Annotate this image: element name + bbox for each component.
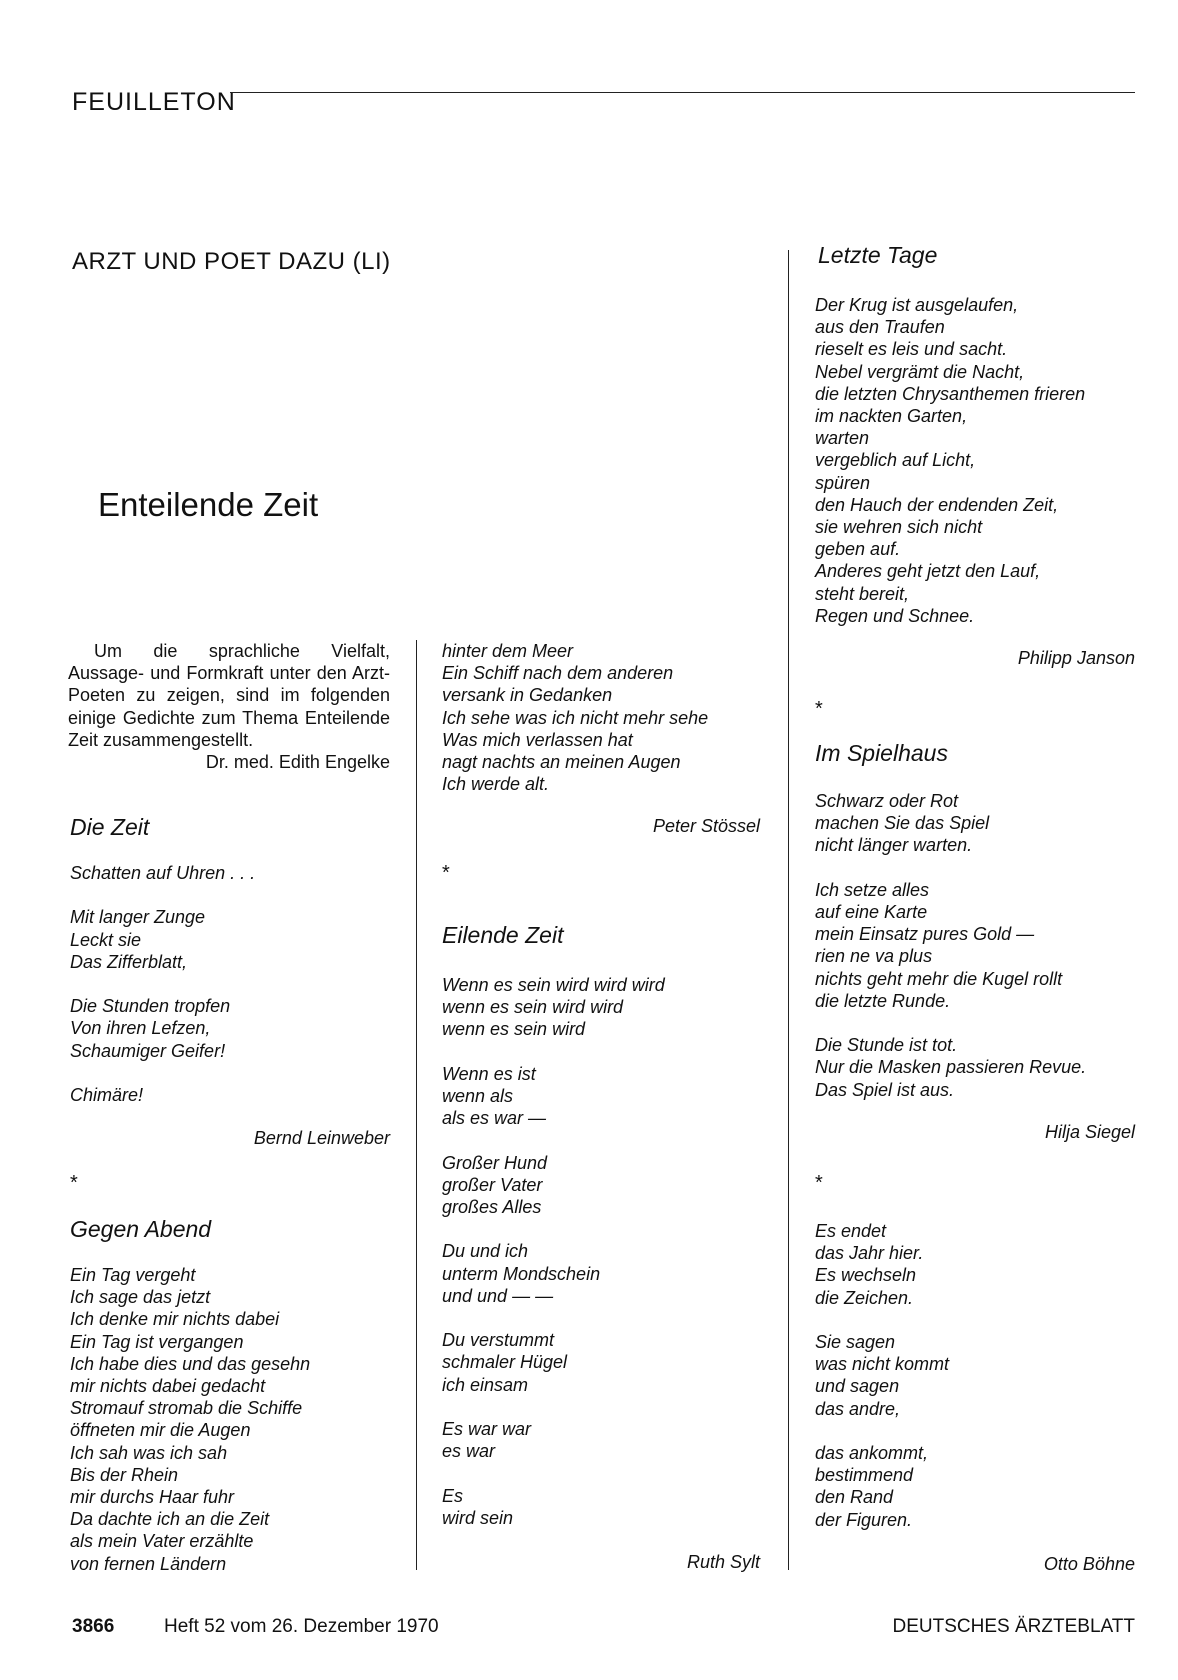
column-divider-right — [788, 250, 789, 1570]
poem-title-gegen-abend: Gegen Abend — [70, 1216, 212, 1242]
header-rule — [230, 92, 1135, 93]
author-gegen-abend: Peter Stössel — [652, 816, 760, 836]
page-number: 3866 — [72, 1616, 115, 1637]
intro-editor: Dr. med. Edith Engelke — [205, 752, 390, 773]
intro-block — [68, 640, 390, 773]
poem-text-es-endet: Es endet das Jahr hier. Es wechseln die Zeichen. Sie sagen was nicht kommt und sagen das andre, das ankommt, bestimmend den Rand der Figuren. — [815, 1221, 950, 1530]
poem-text-gegen-abend: Ein Tag vergeht Ich sage das jetzt Ich denke mir nichts dabei Ein Tag ist vergangen Ich habe dies und das gesehn mir nichts dabei gedacht Stromauf stromab die Schiffe öffneten mir die Augen Ich sah was ich sah Bis der Rhein mir durchs Haar fuhr Da dachte ich an die Zeit als mein Vater erzählte von fernen Ländern — [70, 1265, 311, 1574]
poem-text-gegen-abend-continued: hinter dem Meer Ein Schiff nach dem anderen versank in Gedanken Ich sehe was ich nicht mehr sehe Was mich verlassen hat nagt nachts an meinen Augen Ich werde alt. — [442, 641, 709, 795]
section-label: FEUILLETON — [72, 88, 236, 116]
author-im-spielhaus: Hilja Siegel — [1044, 1122, 1135, 1142]
separator-star: * — [70, 1172, 78, 1194]
separator-star: * — [815, 698, 823, 720]
issue-info: Heft 52 vom 26. Dezember 1970 — [164, 1616, 439, 1637]
separator-star: * — [815, 1172, 823, 1194]
poem-text-letzte-tage: Der Krug ist ausgelaufen, aus den Traufen rieselt es leis und sacht. Nebel vergrämt die Nacht, die letzten Chrysanthemen frieren im nackten Garten, warten vergeblich auf Licht, spüren den Hauch der endenden Zeit, sie wehren sich nicht geben auf. Anderes geht jetzt den Lauf, steht bereit, Regen und Schnee. — [815, 295, 1086, 626]
author-letzte-tage: Philipp Janson — [1017, 648, 1135, 668]
poem-text-im-spielhaus: Schwarz oder Rot machen Sie das Spiel nicht länger warten. Ich setze alles auf eine Karte mein Einsatz pures Gold — rien ne va plus nichts geht mehr die Kugel rollt die letzte Runde. Die Stunde ist tot. Nur die Masken passieren Revue. Das Spiel ist aus. — [815, 791, 1087, 1100]
poem-text-die-zeit: Schatten auf Uhren . . . Mit langer Zunge Leckt sie Das Zifferblatt, Die Stunden tropfen Von ihren Lefzen, Schaumiger Geifer! Chimäre! — [70, 863, 256, 1106]
author-es-endet: Otto Böhne — [1043, 1554, 1135, 1574]
publication-name: DEUTSCHES ÄRZTEBLATT — [892, 1616, 1135, 1637]
separator-star: * — [442, 862, 450, 884]
poem-text-eilende-zeit: Wenn es sein wird wird wird wenn es sein wird wird wenn es sein wird Wenn es ist wenn als als es war — Großer Hund großer Vater großes Alles Du und ich unterm Mondschein und und — — Du verstummt schmaler Hügel ich einsam Es war war es war Es wird sein — [442, 975, 665, 1528]
poem-title-die-zeit: Die Zeit — [70, 814, 150, 840]
poem-title-letzte-tage: Letzte Tage — [818, 242, 938, 268]
poem-title-im-spielhaus: Im Spielhaus — [815, 740, 948, 766]
series-title: ARZT UND POET DAZU (LI) — [72, 248, 391, 275]
main-title: Enteilende Zeit — [98, 486, 319, 523]
author-eilende-zeit: Ruth Sylt — [686, 1552, 760, 1572]
poem-title-eilende-zeit: Eilende Zeit — [442, 922, 564, 948]
column-divider-left — [416, 640, 417, 1570]
intro-text: Um die sprachliche Vielfalt, Aussage- und Formkraft unter den Arzt-Poeten zu zeigen, sind im folgenden einige Gedichte zum Thema Enteilende Zeit zusammengestellt. — [68, 641, 390, 750]
author-die-zeit: Bernd Leinweber — [253, 1128, 390, 1148]
